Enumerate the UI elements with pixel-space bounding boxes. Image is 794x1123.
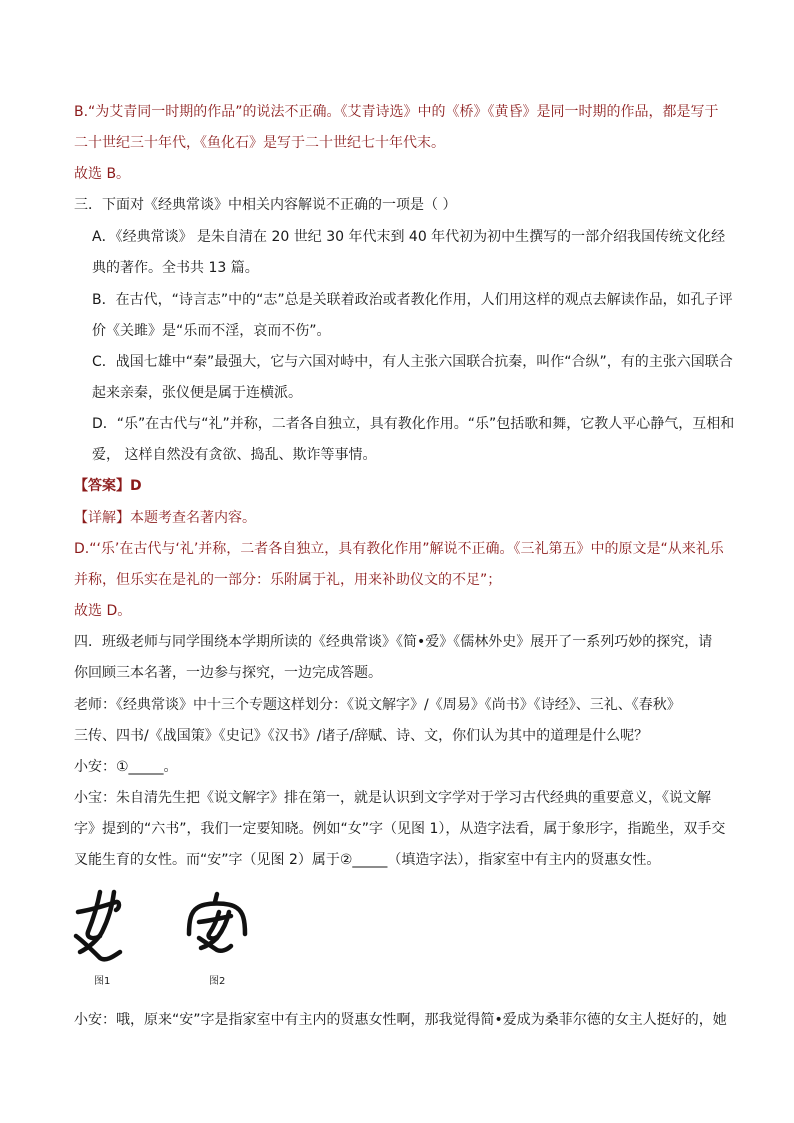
figure-1-caption: 图1 [94,976,111,987]
teacher-line-1: 老师：《经典常谈》中十三个专题这样划分：《说文解字》/《周易》《尚书》《诗经》、三礼、《春秋》 [74,697,681,713]
xiaobao-line-1: 小宝：朱自清先生把《说文解字》排在第一，就是认识到文字学对于学习古代经典的重要意义，《说文解 [74,790,711,806]
option-c-line-1: C．战国七雄中“秦”最强大，它与六国对峙中，有人主张六国联合抗秦，叫作“合纵”，有的主张六国联合 [92,354,733,370]
question-3-stem: 三．下面对《经典常谈》中相关内容解说不正确的一项是（ ） [74,197,457,213]
explanation-b-line-1: B.“为艾青同一时期的作品”的说法不正确。《艾青诗选》中的《桥》《黄昏》是同一时期的作品，都是写于 [74,104,719,120]
choose-d-line: 故选 D。 [74,603,132,619]
option-b-line-1: B．在古代，“诗言志”中的“志”总是关联着政治或者教化作用，人们用这样的观点去解读作品，如孔子评 [92,292,733,308]
detail-label: 【详解】本题考查名著内容。 [74,510,256,526]
figure-2-an-glyph-image [183,890,251,968]
teacher-line-2: 三传、四书/《战国策》《史记》《汉书》/诸子/辞赋、诗、文，你们认为其中的道理是什么呢？ [74,728,649,744]
question-4-line-2: 你回顾三本名著，一边参与探究，一边完成答题。 [74,665,382,681]
xiaobao-line-2: 字》提到的“六书”，我们一定要知晓。例如“女”字（见图 1），从造字法看，属于象形字，指跪坐，双手交 [74,821,726,837]
option-c-line-2: 起来亲秦，张仪便是属于连横派。 [92,385,302,401]
option-d-line-1: D．“乐”在古代与“礼”并称，二者各自独立，具有教化作用。“乐”包括歌和舞，它教人平心静气，互相和 [92,416,735,432]
answer-label: 【答案】D [74,478,142,494]
option-a-line-2: 典的著作。全书共 13 篇。 [92,260,259,276]
figure-2-caption: 图2 [209,976,226,987]
explanation-d-line-1: D.“‘乐’在古代与‘礼’并称，二者各自独立，具有教化作用”解说不正确。《三礼第五》中的原文是“从来礼乐 [74,541,724,557]
xiaoan-line-2: 小安：哦，原来“安”字是指家室中有主内的贤惠女性啊，那我觉得简•爱成为桑菲尔德的女主人挺好的，她 [74,1012,727,1028]
xiaoan-blank-1: 小安：①_____。 [74,759,178,775]
choose-b-line: 故选 B。 [74,166,131,182]
figure-1-nu-glyph-image [70,886,130,966]
xiaobao-line-3: 叉能生育的女性。而“安”字（见图 2）属于②_____（填造字法），指家室中有主内的贤惠女性。 [74,852,661,868]
option-b-line-2: 价《关雎》是“乐而不淫，哀而不伤”。 [92,323,331,339]
option-d-line-2: 爱， 这样自然没有贪欲、捣乱、欺诈等事情。 [92,447,377,463]
question-4-line-1: 四．班级老师与同学围绕本学期所读的《经典常谈》《简•爱》《儒林外史》展开了一系列巧妙的探究，请 [74,634,713,650]
explanation-d-line-2: 并称，但乐实在是礼的一部分：乐附属于礼，用来补助仪文的不足”； [74,572,502,588]
option-a-line-1: A．《经典常谈》 是朱自清在 20 世纪 30 年代末到 40 年代初为初中生撰写的一部介绍我国传统文化经 [92,229,726,245]
explanation-b-line-2: 二十世纪三十年代，《鱼化石》是写于二十世纪七十年代末。 [74,135,445,151]
